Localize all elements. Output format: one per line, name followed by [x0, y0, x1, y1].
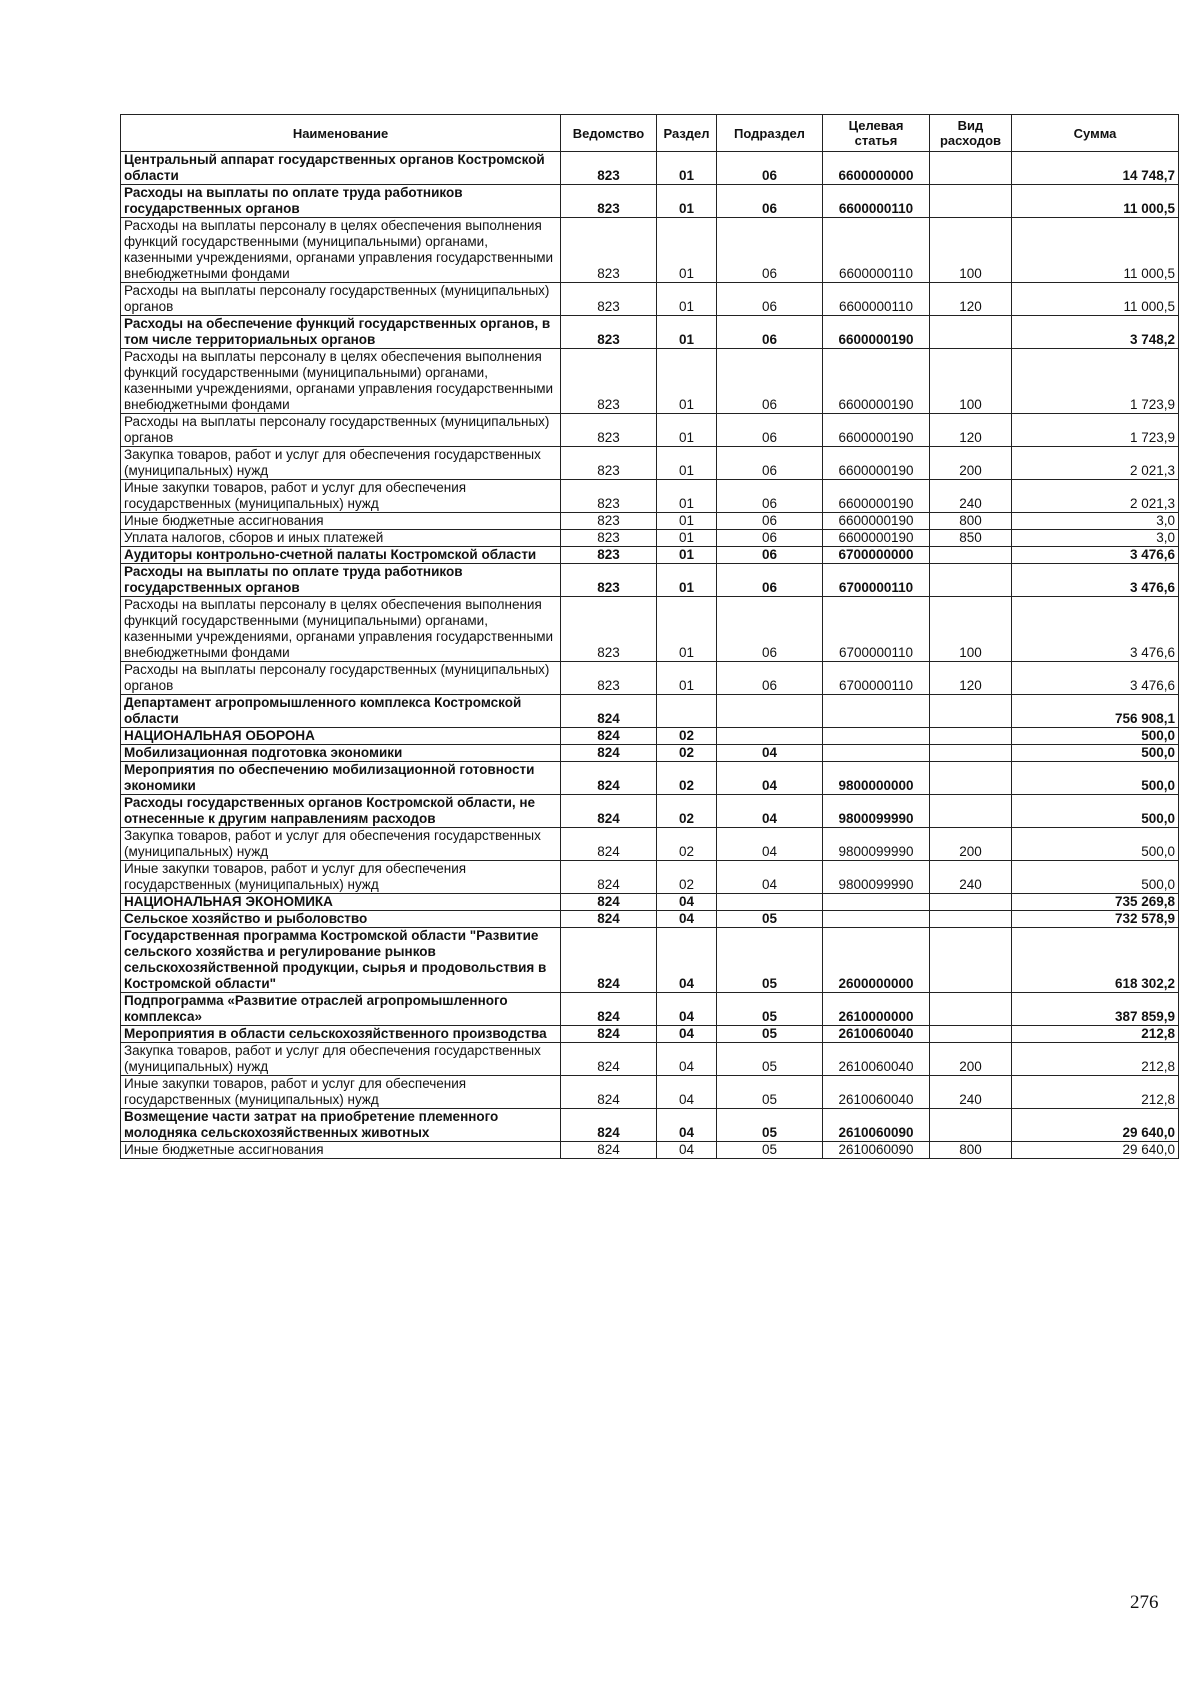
cell-department: 824 [561, 795, 657, 828]
cell-target-article: 2610060090 [823, 1109, 930, 1142]
cell-target-article: 6600000190 [823, 530, 930, 547]
cell-target-article: 6600000190 [823, 480, 930, 513]
cell-subsection: 06 [717, 564, 823, 597]
cell-department: 823 [561, 513, 657, 530]
cell-department: 823 [561, 316, 657, 349]
cell-department: 824 [561, 911, 657, 928]
cell-subsection: 06 [717, 218, 823, 283]
cell-expense-type: 240 [930, 1076, 1012, 1109]
cell-department: 824 [561, 728, 657, 745]
cell-target-article: 2610060040 [823, 1043, 930, 1076]
cell-expense-type: 800 [930, 513, 1012, 530]
cell-name: Мобилизационная подготовка экономики [121, 745, 561, 762]
cell-expense-type [930, 1109, 1012, 1142]
cell-section: 02 [657, 795, 717, 828]
cell-expense-type: 850 [930, 530, 1012, 547]
cell-department: 823 [561, 349, 657, 414]
cell-expense-type: 200 [930, 1043, 1012, 1076]
table-row [121, 530, 1179, 547]
column-header-department: Ведомство [561, 115, 657, 152]
table-row [121, 662, 1179, 695]
cell-expense-type [930, 928, 1012, 993]
column-header-sum: Сумма [1012, 115, 1179, 152]
cell-sum: 3 476,6 [1012, 564, 1179, 597]
cell-sum: 3 748,2 [1012, 316, 1179, 349]
cell-sum: 14 748,7 [1012, 152, 1179, 185]
cell-section: 01 [657, 547, 717, 564]
cell-name: Сельское хозяйство и рыболовство [121, 911, 561, 928]
cell-section: 01 [657, 152, 717, 185]
cell-name: Иные бюджетные ассигнования [121, 513, 561, 530]
table-row [121, 564, 1179, 597]
cell-section: 04 [657, 993, 717, 1026]
cell-name: Закупка товаров, работ и услуг для обеспечения государственных (муниципальных) нужд [121, 1043, 561, 1076]
cell-department: 824 [561, 928, 657, 993]
table-row [121, 1109, 1179, 1142]
cell-section: 01 [657, 597, 717, 662]
cell-sum: 500,0 [1012, 762, 1179, 795]
table-row [121, 597, 1179, 662]
cell-name: Расходы на обеспечение функций государственных органов, в том числе территориальных органов [121, 316, 561, 349]
cell-subsection: 06 [717, 547, 823, 564]
cell-target-article [823, 894, 930, 911]
cell-subsection: 06 [717, 597, 823, 662]
cell-subsection: 05 [717, 911, 823, 928]
cell-expense-type: 240 [930, 861, 1012, 894]
cell-expense-type: 200 [930, 447, 1012, 480]
cell-sum: 500,0 [1012, 861, 1179, 894]
column-header-section: Раздел [657, 115, 717, 152]
table-body [121, 152, 1179, 1159]
cell-expense-type: 100 [930, 597, 1012, 662]
cell-department: 823 [561, 662, 657, 695]
cell-expense-type [930, 745, 1012, 762]
cell-department: 824 [561, 828, 657, 861]
table-row [121, 993, 1179, 1026]
cell-subsection: 06 [717, 662, 823, 695]
cell-section: 02 [657, 745, 717, 762]
cell-sum: 756 908,1 [1012, 695, 1179, 728]
cell-sum: 11 000,5 [1012, 185, 1179, 218]
cell-section: 01 [657, 513, 717, 530]
cell-sum: 212,8 [1012, 1043, 1179, 1076]
cell-subsection: 05 [717, 1142, 823, 1159]
cell-section: 04 [657, 928, 717, 993]
cell-section: 04 [657, 1026, 717, 1043]
table-row [121, 218, 1179, 283]
cell-subsection: 05 [717, 928, 823, 993]
cell-department: 823 [561, 480, 657, 513]
table-row [121, 480, 1179, 513]
cell-name: Подпрограмма «Развитие отраслей агропромышленного комплекса» [121, 993, 561, 1026]
table-row [121, 1026, 1179, 1043]
cell-target-article: 2610060040 [823, 1076, 930, 1109]
table-row [121, 728, 1179, 745]
cell-name: Расходы на выплаты персоналу в целях обеспечения выполнения функций государственными (муниципальными) органами, казенными учреждениями, органами управления государственными внебюджетными фондами [121, 218, 561, 283]
cell-department: 824 [561, 1142, 657, 1159]
cell-subsection: 04 [717, 861, 823, 894]
cell-name: Уплата налогов, сборов и иных платежей [121, 530, 561, 547]
cell-section [657, 695, 717, 728]
cell-subsection: 06 [717, 316, 823, 349]
cell-section: 01 [657, 218, 717, 283]
page-number: 276 [1130, 1592, 1159, 1613]
cell-department: 823 [561, 218, 657, 283]
cell-target-article: 6600000190 [823, 513, 930, 530]
cell-department: 823 [561, 447, 657, 480]
cell-subsection: 04 [717, 828, 823, 861]
cell-section: 01 [657, 185, 717, 218]
cell-expense-type [930, 316, 1012, 349]
cell-sum: 11 000,5 [1012, 218, 1179, 283]
cell-name: Расходы на выплаты персоналу в целях обеспечения выполнения функций государственными (муниципальными) органами, казенными учреждениями, органами управления государственными внебюджетными фондами [121, 349, 561, 414]
cell-section: 01 [657, 283, 717, 316]
cell-subsection: 06 [717, 185, 823, 218]
cell-name: Возмещение части затрат на приобретение племенного молодняка сельскохозяйственных животных [121, 1109, 561, 1142]
cell-sum: 3 476,6 [1012, 662, 1179, 695]
cell-target-article [823, 911, 930, 928]
cell-sum: 732 578,9 [1012, 911, 1179, 928]
cell-target-article [823, 728, 930, 745]
cell-sum: 29 640,0 [1012, 1142, 1179, 1159]
cell-subsection: 05 [717, 1076, 823, 1109]
table-row [121, 795, 1179, 828]
cell-subsection: 04 [717, 795, 823, 828]
cell-name: Иные закупки товаров, работ и услуг для обеспечения государственных (муниципальных) нужд [121, 1076, 561, 1109]
cell-department: 824 [561, 695, 657, 728]
table-row [121, 928, 1179, 993]
cell-sum: 500,0 [1012, 728, 1179, 745]
cell-department: 824 [561, 1043, 657, 1076]
cell-sum: 500,0 [1012, 828, 1179, 861]
cell-department: 824 [561, 1026, 657, 1043]
cell-sum: 1 723,9 [1012, 349, 1179, 414]
cell-sum: 3,0 [1012, 530, 1179, 547]
table-row [121, 1142, 1179, 1159]
cell-section: 02 [657, 762, 717, 795]
cell-section: 04 [657, 1043, 717, 1076]
cell-expense-type: 100 [930, 349, 1012, 414]
cell-target-article: 2600000000 [823, 928, 930, 993]
cell-department: 823 [561, 530, 657, 547]
cell-section: 02 [657, 828, 717, 861]
table-row [121, 695, 1179, 728]
cell-sum: 212,8 [1012, 1026, 1179, 1043]
cell-expense-type [930, 152, 1012, 185]
cell-section: 01 [657, 530, 717, 547]
cell-expense-type [930, 993, 1012, 1026]
cell-expense-type: 100 [930, 218, 1012, 283]
cell-section: 01 [657, 414, 717, 447]
cell-expense-type: 200 [930, 828, 1012, 861]
cell-subsection: 04 [717, 745, 823, 762]
cell-subsection: 05 [717, 1043, 823, 1076]
cell-department: 823 [561, 283, 657, 316]
cell-sum: 29 640,0 [1012, 1109, 1179, 1142]
cell-target-article: 9800000000 [823, 762, 930, 795]
cell-section: 04 [657, 1076, 717, 1109]
cell-department: 824 [561, 1109, 657, 1142]
table-row [121, 1076, 1179, 1109]
table-row [121, 414, 1179, 447]
cell-expense-type [930, 547, 1012, 564]
cell-name: Мероприятия в области сельскохозяйственного производства [121, 1026, 561, 1043]
cell-section: 02 [657, 861, 717, 894]
cell-department: 824 [561, 1076, 657, 1109]
cell-subsection: 06 [717, 349, 823, 414]
cell-name: Мероприятия по обеспечению мобилизационной готовности экономики [121, 762, 561, 795]
table-row [121, 447, 1179, 480]
cell-expense-type [930, 564, 1012, 597]
cell-section: 01 [657, 349, 717, 414]
cell-subsection: 06 [717, 447, 823, 480]
table-row [121, 316, 1179, 349]
cell-name: Иные бюджетные ассигнования [121, 1142, 561, 1159]
cell-department: 823 [561, 414, 657, 447]
cell-subsection: 06 [717, 152, 823, 185]
cell-sum: 1 723,9 [1012, 414, 1179, 447]
cell-target-article: 6600000000 [823, 152, 930, 185]
cell-target-article: 6600000190 [823, 349, 930, 414]
cell-expense-type: 800 [930, 1142, 1012, 1159]
cell-name: Расходы на выплаты персоналу государственных (муниципальных) органов [121, 662, 561, 695]
cell-department: 823 [561, 564, 657, 597]
cell-department: 824 [561, 762, 657, 795]
cell-name: Департамент агропромышленного комплекса Костромской области [121, 695, 561, 728]
cell-expense-type [930, 894, 1012, 911]
cell-section: 01 [657, 564, 717, 597]
cell-sum: 500,0 [1012, 745, 1179, 762]
cell-subsection: 06 [717, 513, 823, 530]
cell-target-article: 2610060090 [823, 1142, 930, 1159]
cell-section: 01 [657, 662, 717, 695]
cell-target-article [823, 695, 930, 728]
table-row [121, 513, 1179, 530]
table-row [121, 762, 1179, 795]
cell-sum: 618 302,2 [1012, 928, 1179, 993]
cell-expense-type [930, 695, 1012, 728]
budget-table [120, 114, 1179, 1159]
cell-department: 824 [561, 861, 657, 894]
cell-subsection: 06 [717, 530, 823, 547]
cell-expense-type: 120 [930, 414, 1012, 447]
cell-section: 04 [657, 1109, 717, 1142]
table-row [121, 1043, 1179, 1076]
cell-name: Закупка товаров, работ и услуг для обеспечения государственных (муниципальных) нужд [121, 828, 561, 861]
table-row [121, 745, 1179, 762]
cell-target-article: 6600000110 [823, 283, 930, 316]
cell-department: 824 [561, 993, 657, 1026]
cell-expense-type [930, 1026, 1012, 1043]
cell-name: НАЦИОНАЛЬНАЯ ОБОРОНА [121, 728, 561, 745]
cell-section: 01 [657, 316, 717, 349]
cell-department: 823 [561, 152, 657, 185]
cell-name: Иные закупки товаров, работ и услуг для обеспечения государственных (муниципальных) нужд [121, 480, 561, 513]
cell-target-article: 6700000000 [823, 547, 930, 564]
cell-sum: 387 859,9 [1012, 993, 1179, 1026]
cell-department: 824 [561, 894, 657, 911]
cell-sum: 3,0 [1012, 513, 1179, 530]
cell-sum: 3 476,6 [1012, 597, 1179, 662]
cell-section: 01 [657, 480, 717, 513]
table-row [121, 894, 1179, 911]
table-row [121, 283, 1179, 316]
cell-name: Закупка товаров, работ и услуг для обеспечения государственных (муниципальных) нужд [121, 447, 561, 480]
cell-expense-type [930, 185, 1012, 218]
cell-target-article: 2610060040 [823, 1026, 930, 1043]
cell-department: 823 [561, 185, 657, 218]
cell-expense-type [930, 762, 1012, 795]
cell-target-article [823, 745, 930, 762]
cell-sum: 2 021,3 [1012, 480, 1179, 513]
cell-sum: 735 269,8 [1012, 894, 1179, 911]
column-header-expense-type: Вид расходов [930, 115, 1012, 152]
table-row [121, 547, 1179, 564]
cell-section: 04 [657, 911, 717, 928]
table-row [121, 185, 1179, 218]
cell-name: Расходы на выплаты персоналу в целях обеспечения выполнения функций государственными (муниципальными) органами, казенными учреждениями, органами управления государственными внебюджетными фондами [121, 597, 561, 662]
cell-sum: 212,8 [1012, 1076, 1179, 1109]
cell-section: 02 [657, 728, 717, 745]
cell-subsection: 05 [717, 1109, 823, 1142]
cell-name: НАЦИОНАЛЬНАЯ ЭКОНОМИКА [121, 894, 561, 911]
column-header-name: Наименование [121, 115, 561, 152]
cell-subsection: 04 [717, 762, 823, 795]
cell-sum: 500,0 [1012, 795, 1179, 828]
cell-subsection: 06 [717, 480, 823, 513]
table-row [121, 911, 1179, 928]
cell-target-article: 6700000110 [823, 597, 930, 662]
cell-target-article: 6700000110 [823, 662, 930, 695]
cell-expense-type [930, 911, 1012, 928]
cell-name: Иные закупки товаров, работ и услуг для обеспечения государственных (муниципальных) нужд [121, 861, 561, 894]
cell-subsection: 05 [717, 1026, 823, 1043]
cell-name: Аудиторы контрольно-счетной палаты Костромской области [121, 547, 561, 564]
cell-target-article: 9800099990 [823, 861, 930, 894]
cell-section: 04 [657, 1142, 717, 1159]
cell-sum: 3 476,6 [1012, 547, 1179, 564]
cell-sum: 2 021,3 [1012, 447, 1179, 480]
table-header-row [121, 115, 1179, 152]
cell-subsection: 06 [717, 414, 823, 447]
table-row [121, 861, 1179, 894]
cell-sum: 11 000,5 [1012, 283, 1179, 316]
table-row [121, 152, 1179, 185]
cell-expense-type [930, 728, 1012, 745]
cell-expense-type [930, 795, 1012, 828]
cell-target-article: 6600000110 [823, 185, 930, 218]
cell-department: 823 [561, 597, 657, 662]
column-header-target-article: Целевая статья [823, 115, 930, 152]
cell-section: 01 [657, 447, 717, 480]
cell-subsection: 06 [717, 283, 823, 316]
cell-department: 823 [561, 547, 657, 564]
table-row [121, 828, 1179, 861]
table-row [121, 349, 1179, 414]
cell-name: Центральный аппарат государственных органов Костромской области [121, 152, 561, 185]
cell-target-article: 9800099990 [823, 828, 930, 861]
cell-department: 824 [561, 745, 657, 762]
cell-expense-type: 240 [930, 480, 1012, 513]
cell-target-article: 6600000110 [823, 218, 930, 283]
cell-subsection [717, 695, 823, 728]
cell-target-article: 6600000190 [823, 316, 930, 349]
cell-name: Расходы на выплаты по оплате труда работников государственных органов [121, 564, 561, 597]
cell-target-article: 6600000190 [823, 447, 930, 480]
cell-name: Расходы на выплаты по оплате труда работников государственных органов [121, 185, 561, 218]
cell-subsection [717, 894, 823, 911]
cell-expense-type: 120 [930, 662, 1012, 695]
cell-section: 04 [657, 894, 717, 911]
cell-target-article: 6600000190 [823, 414, 930, 447]
column-header-subsection: Подраздел [717, 115, 823, 152]
cell-expense-type: 120 [930, 283, 1012, 316]
cell-target-article: 9800099990 [823, 795, 930, 828]
cell-subsection: 05 [717, 993, 823, 1026]
cell-name: Государственная программа Костромской области "Развитие сельского хозяйства и регулирование рынков сельскохозяйственной продукции, сырья и продовольствия в Костромской области" [121, 928, 561, 993]
cell-subsection [717, 728, 823, 745]
cell-target-article: 2610000000 [823, 993, 930, 1026]
cell-target-article: 6700000110 [823, 564, 930, 597]
cell-name: Расходы на выплаты персоналу государственных (муниципальных) органов [121, 283, 561, 316]
cell-name: Расходы государственных органов Костромской области, не отнесенные к другим направлениям расходов [121, 795, 561, 828]
cell-name: Расходы на выплаты персоналу государственных (муниципальных) органов [121, 414, 561, 447]
